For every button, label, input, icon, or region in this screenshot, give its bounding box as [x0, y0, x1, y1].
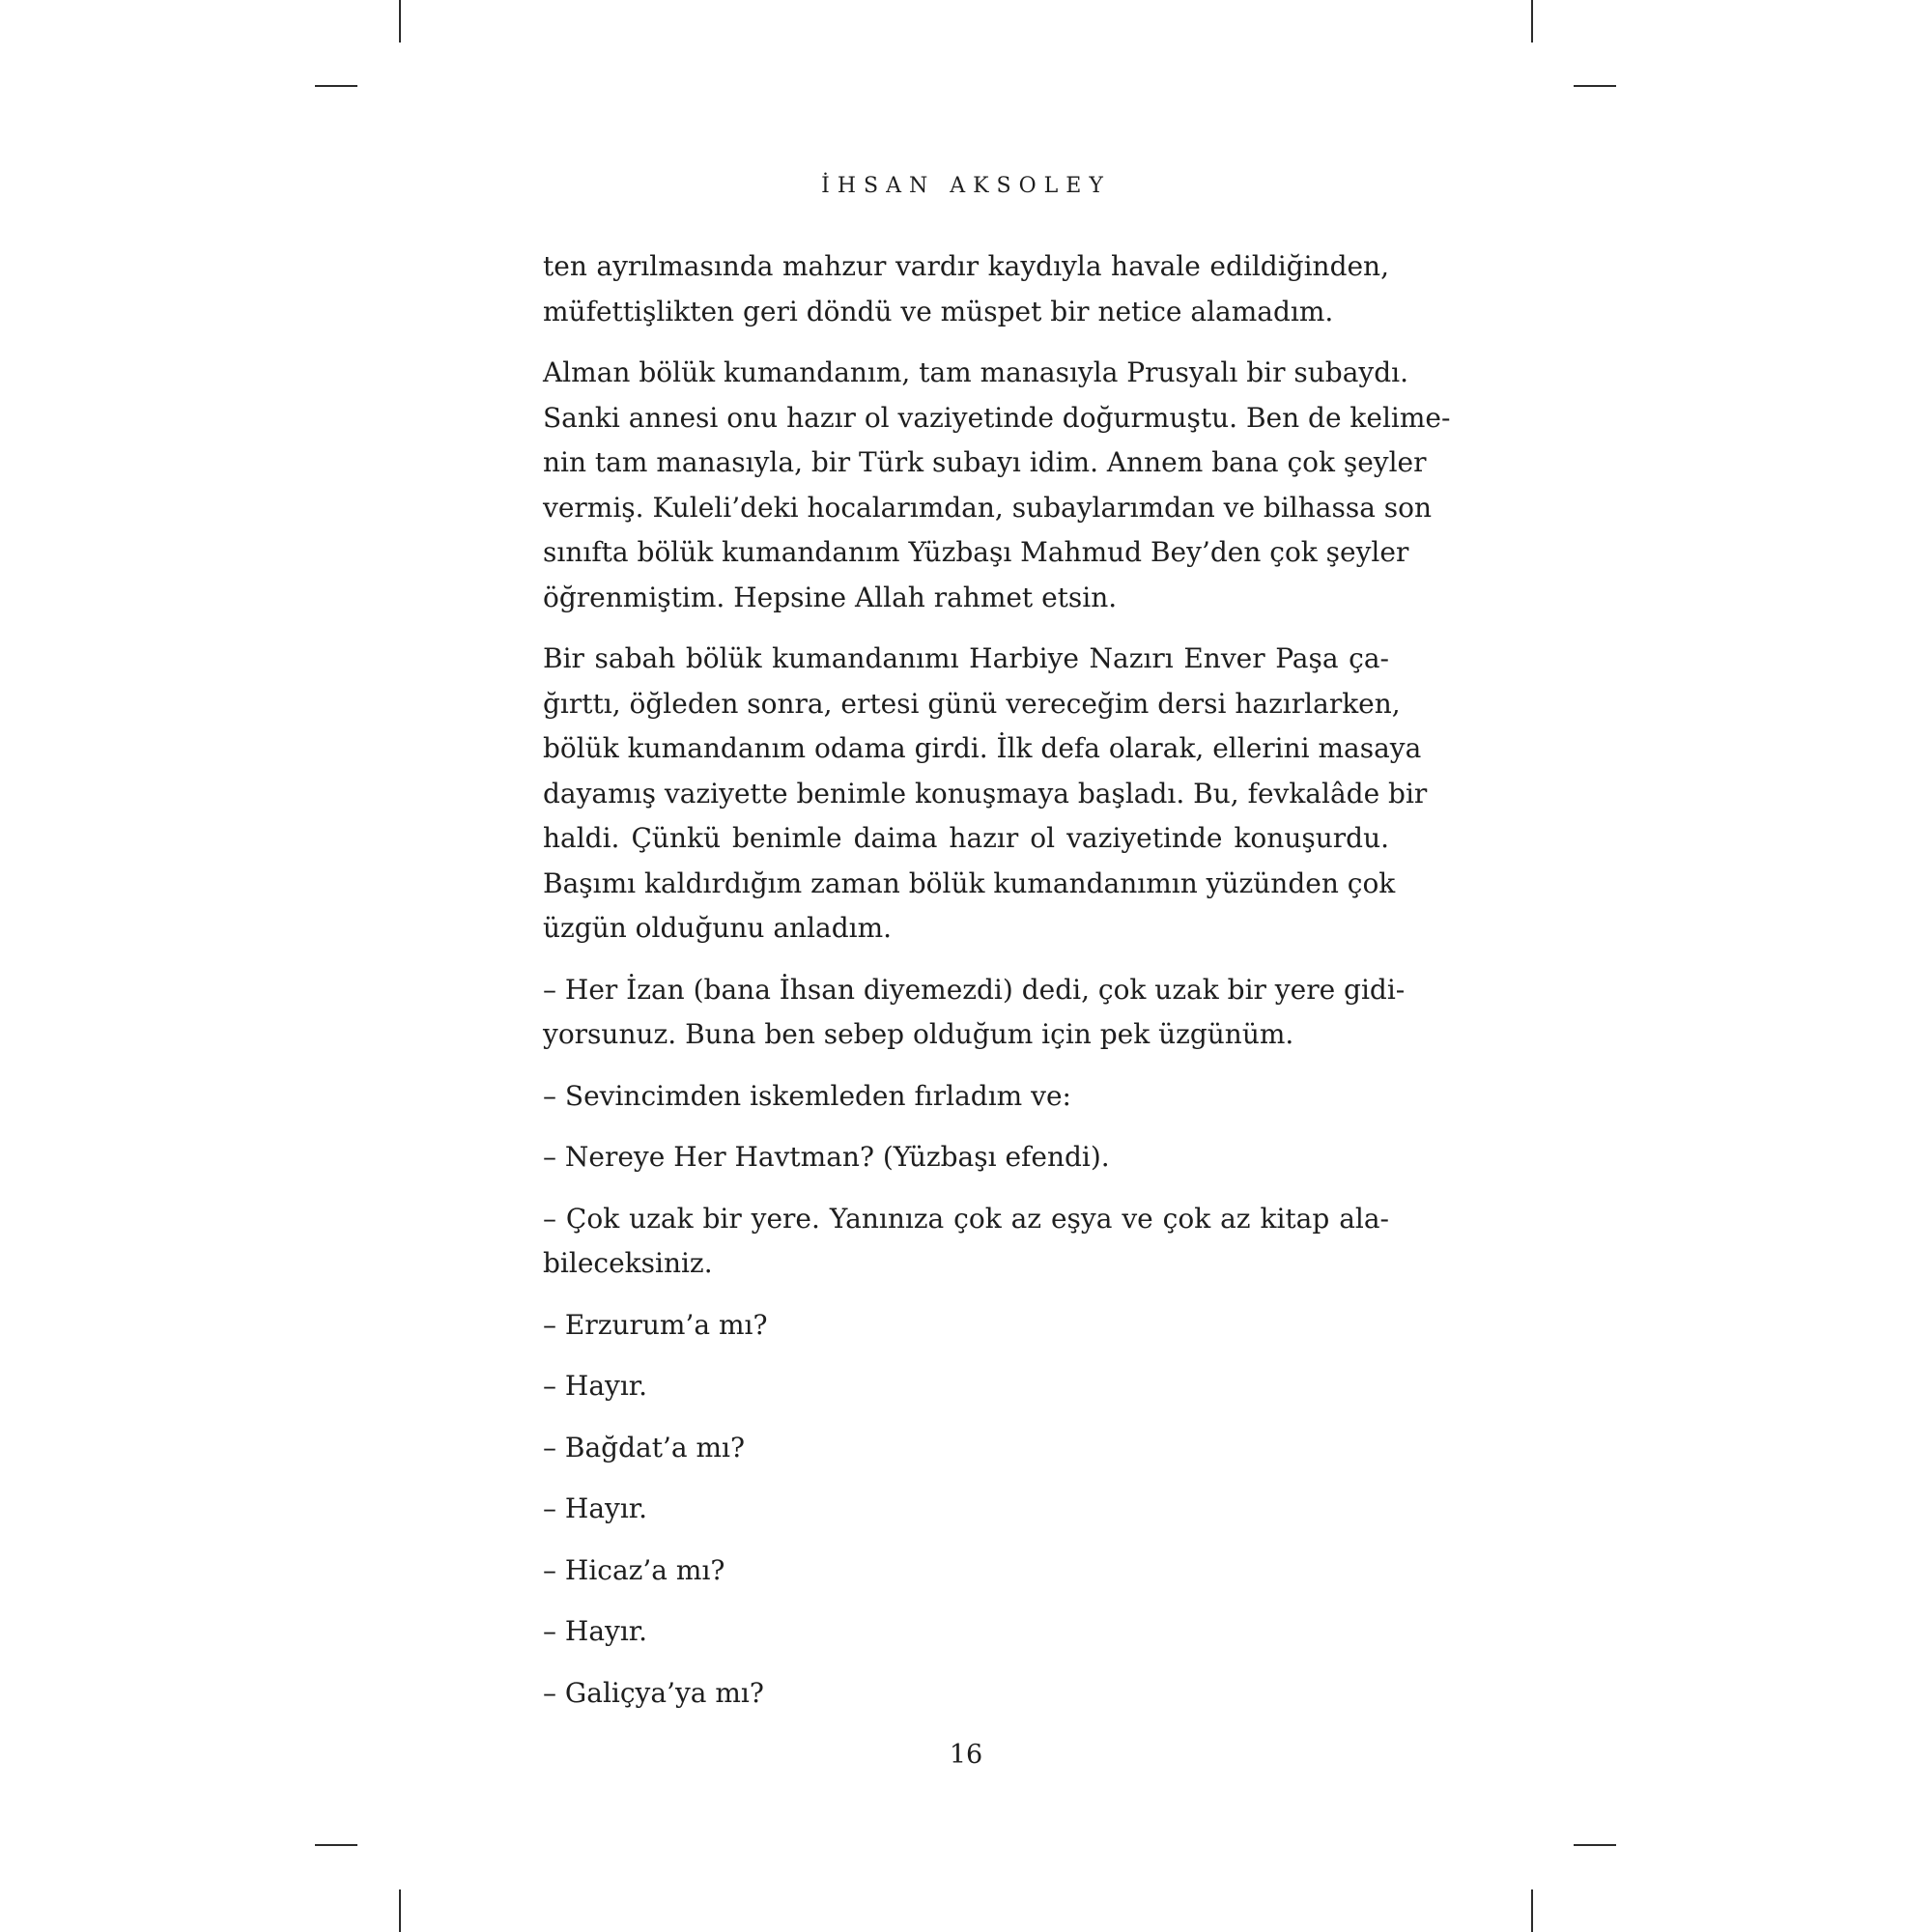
text-line: – Hayır. [543, 1615, 647, 1647]
paragraph [543, 1303, 1389, 1349]
crop-mark-top-left-vertical [399, 0, 401, 43]
paragraph [543, 1426, 1389, 1471]
running-head: İHSAN AKSOLEY [821, 174, 1111, 198]
crop-mark-top-left-horizontal [315, 85, 357, 87]
crop-mark-bottom-right-horizontal [1574, 1844, 1616, 1846]
text-line: Alman bölük kumandanım, tam manasıyla Prusyalı bir subaydı. [543, 356, 1409, 388]
text-line: Sanki annesi onu hazır ol vaziyetinde doğurmuştu. Ben de kelime- [543, 401, 1451, 434]
text-line: – Sevincimden iskemleden fırladım ve: [543, 1079, 1071, 1112]
text-line: – Bağdat’a mı? [543, 1431, 745, 1463]
paragraph [543, 1074, 1389, 1120]
text-line: müfettişlikten geri döndü ve müspet bir netice alamadım. [543, 295, 1334, 327]
text-line: ğırttı, öğleden sonra, ertesi günü vereceğim dersi hazırlarken, [543, 687, 1401, 720]
text-line: yorsunuz. Buna ben sebep olduğum için pek üzgünüm. [543, 1018, 1294, 1050]
crop-mark-bottom-right-vertical [1531, 1889, 1533, 1932]
text-line: – Her İzan (bana İhsan diyemezdi) dedi, çok uzak bir yere gidi- [543, 973, 1406, 1006]
text-line: – Galiçya’ya mı? [543, 1676, 764, 1709]
text-line: sınıfta bölük kumandanım Yüzbaşı Mahmud Bey’den çok şeyler [543, 536, 1409, 568]
crop-mark-top-right-vertical [1531, 0, 1533, 43]
text-line: – Çok uzak bir yere. Yanınıza çok az eşya ve çok az kitap ala- [543, 1202, 1389, 1235]
paragraph [543, 1135, 1389, 1180]
paragraph [543, 1609, 1389, 1655]
crop-mark-bottom-left-vertical [399, 1889, 401, 1932]
text-line: bileceksiniz. [543, 1247, 713, 1279]
page-number: 16 [949, 1740, 983, 1770]
crop-mark-bottom-left-horizontal [315, 1844, 357, 1846]
text-line: vermiş. Kuleli’deki hocalarımdan, subaylarımdan ve bilhassa son [543, 491, 1433, 524]
text-line: Başımı kaldırdığım zaman bölük kumandanımın yüzünden çok [543, 867, 1396, 899]
paragraph [543, 1487, 1389, 1532]
body-text [543, 244, 1451, 1732]
text-line: – Hayır. [543, 1370, 647, 1402]
paragraph [543, 968, 1406, 1058]
paragraph [543, 244, 1389, 334]
text-line: üzgün olduğunu anladım. [543, 912, 893, 944]
paragraph [543, 351, 1451, 620]
text-line: ten ayrılmasında mahzur vardır kaydıyla havale edildiğinden, [543, 250, 1389, 282]
text-line: – Hayır. [543, 1492, 647, 1524]
crop-mark-top-right-horizontal [1574, 85, 1616, 87]
text-line: bölük kumandanım odama girdi. İlk defa olarak, ellerini masaya [543, 732, 1422, 764]
paragraph [543, 1197, 1389, 1287]
paragraph [543, 1364, 1389, 1409]
paragraph [543, 637, 1428, 952]
text-line: – Erzurum’a mı? [543, 1308, 768, 1341]
text-line: – Hicaz’a mı? [543, 1553, 725, 1586]
paragraph [543, 1671, 1389, 1717]
text-line: öğrenmiştim. Hepsine Allah rahmet etsin. [543, 581, 1118, 613]
text-line: haldi. Çünkü benimle daima hazır ol vaziyetinde konuşurdu. [543, 822, 1389, 854]
text-line: nin tam manasıyla, bir Türk subayı idim. Annem bana çok şeyler [543, 446, 1427, 478]
text-line: Bir sabah bölük kumandanımı Harbiye Nazırı Enver Paşa ça- [543, 642, 1389, 674]
text-line: – Nereye Her Havtman? (Yüzbaşı efendi). [543, 1141, 1110, 1173]
text-line: dayamış vaziyette benimle konuşmaya başladı. Bu, fevkalâde bir [543, 777, 1428, 810]
paragraph [543, 1548, 1389, 1594]
